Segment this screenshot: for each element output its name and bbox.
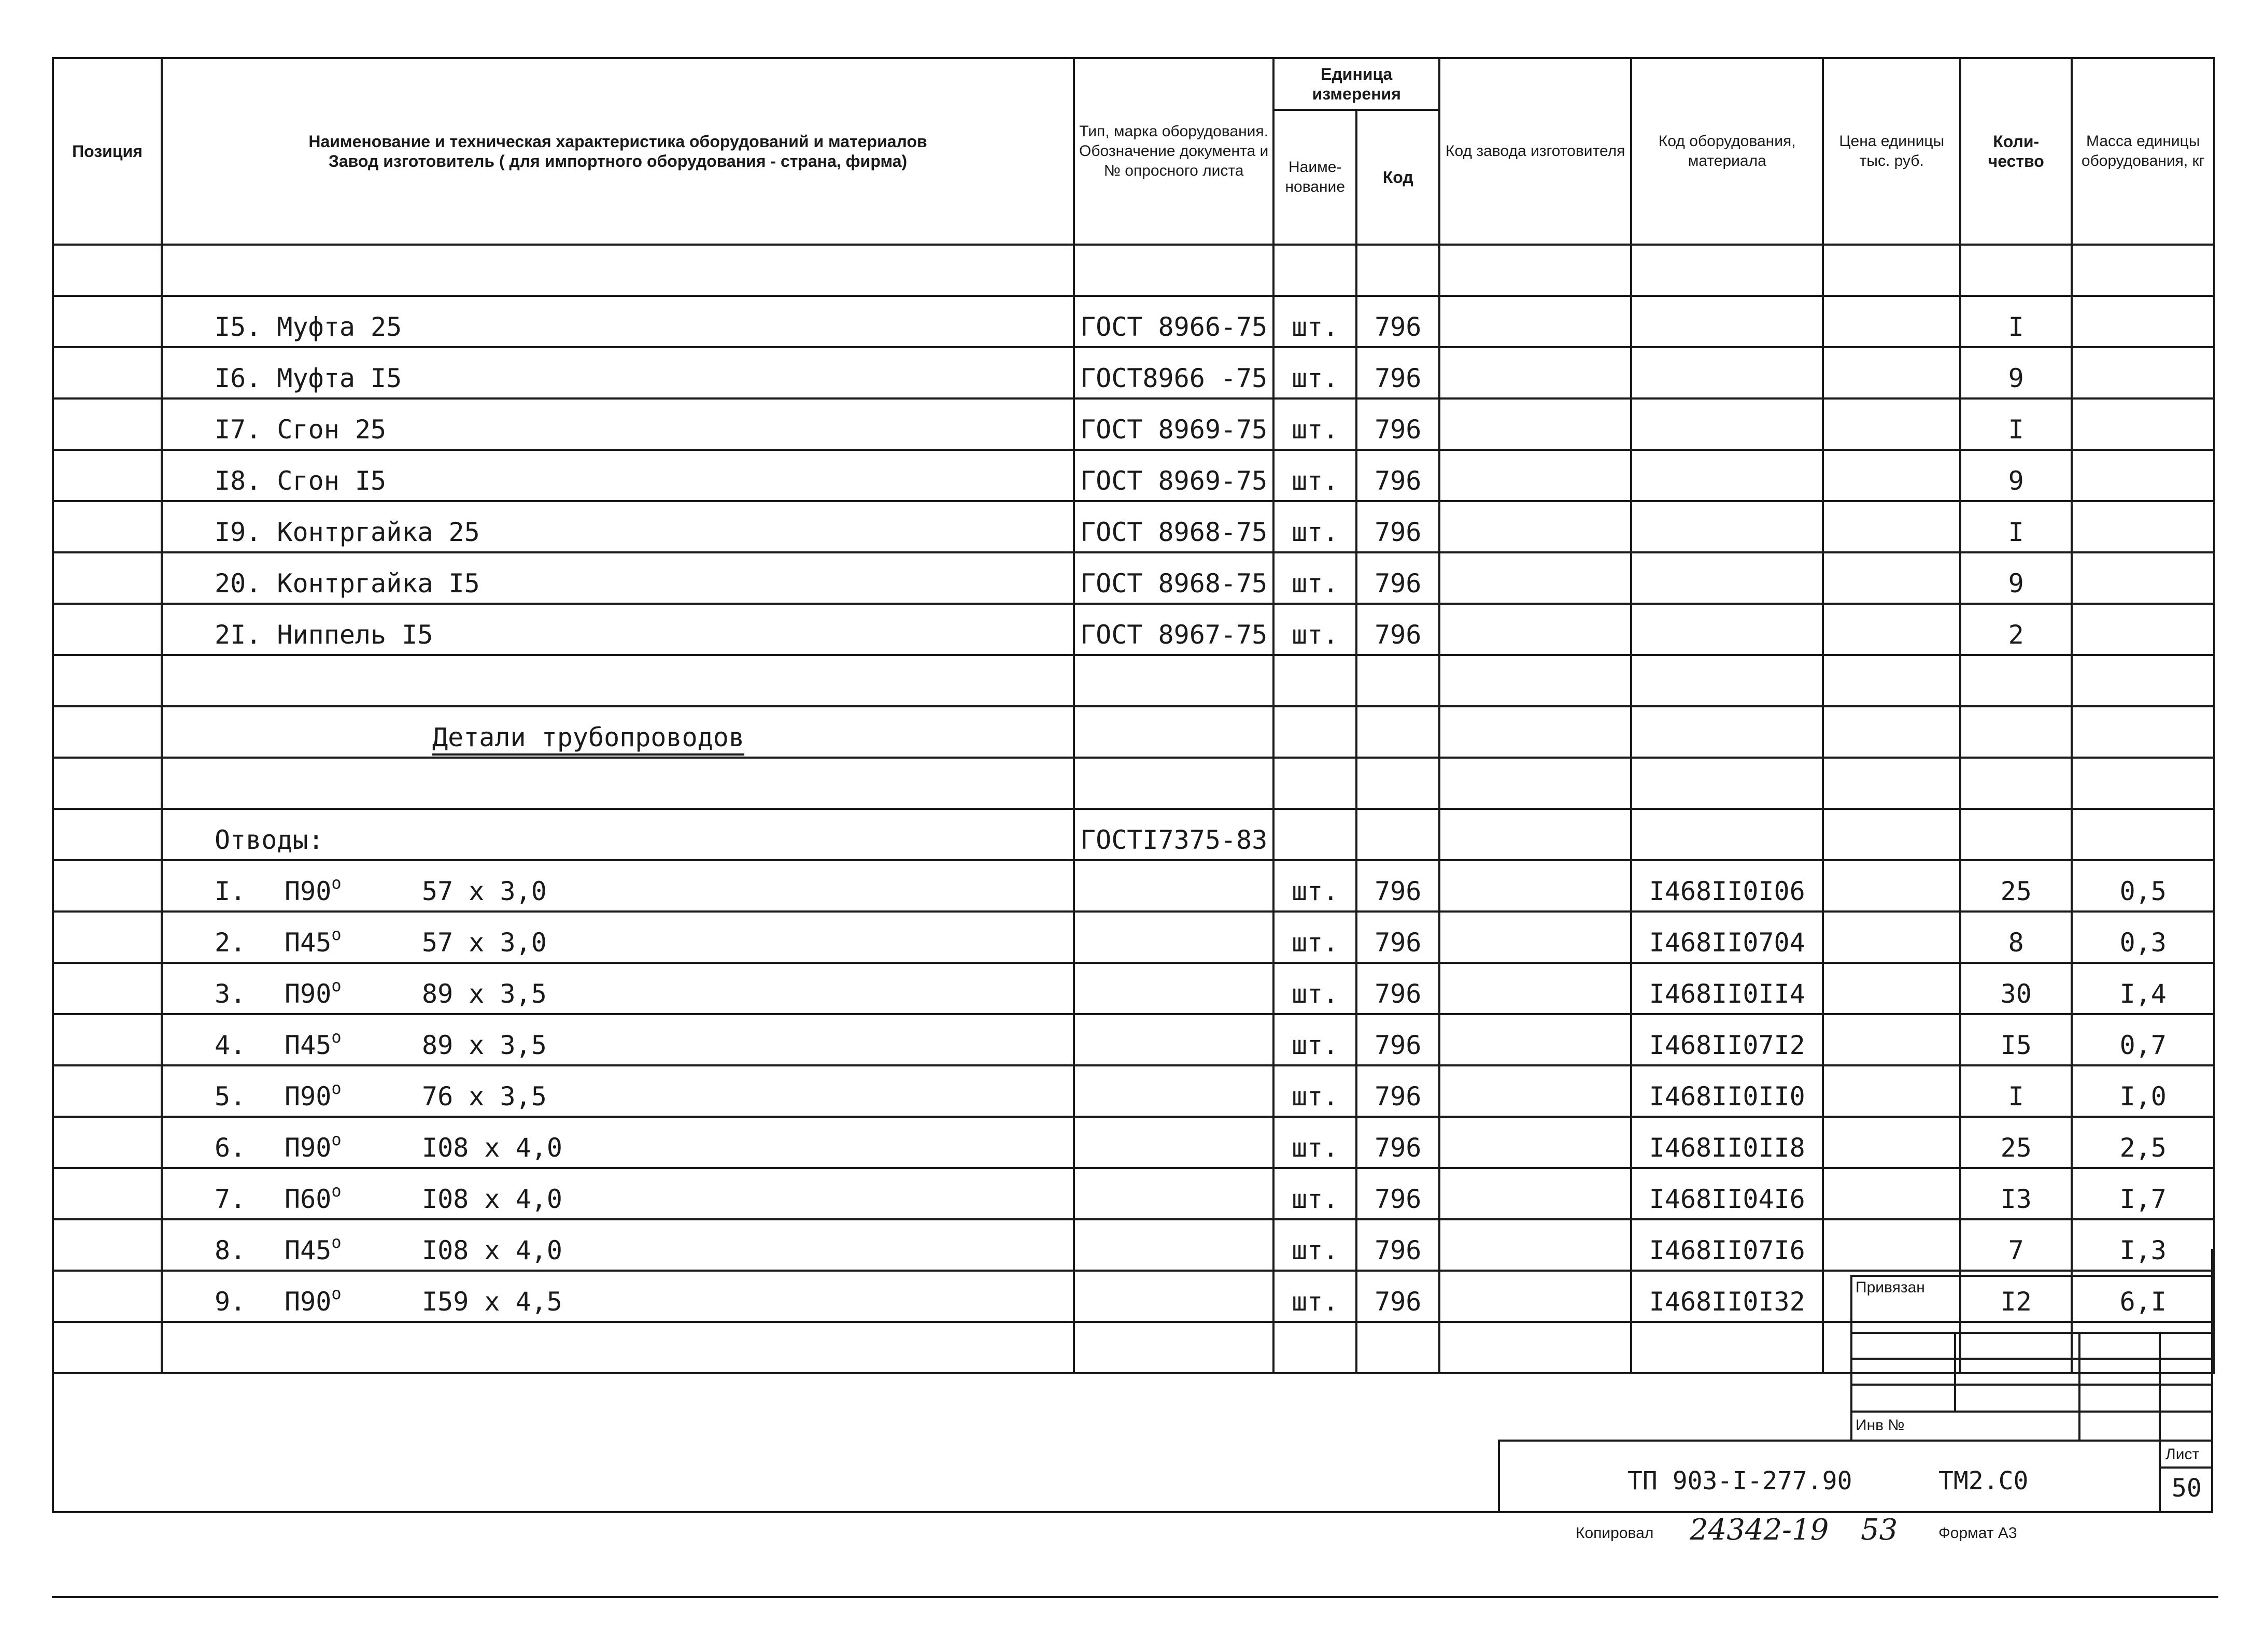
- item-size: 57 х 3,0: [422, 928, 547, 958]
- item-size: 57 х 3,0: [422, 876, 547, 906]
- item-type: ГОСТ 8966-75: [1074, 296, 1273, 347]
- col-header-unit-group: Единица измерения: [1273, 58, 1439, 110]
- item-name: I7. Сгон 25: [162, 398, 1074, 450]
- item-mass: I,3: [2072, 1219, 2214, 1271]
- item-equipment-code: I468II0II4: [1631, 963, 1823, 1014]
- item-equipment-code: I468II0I32: [1631, 1271, 1823, 1322]
- item-mass: I,0: [2072, 1065, 2214, 1117]
- item-unit: шт.: [1273, 604, 1356, 655]
- sheet-label: Лист: [2165, 1446, 2200, 1463]
- item-qty: 9: [1960, 450, 2072, 501]
- stamp-box-line: [2159, 1466, 2213, 1469]
- item-part: П90: [285, 979, 332, 1009]
- table-row: [53, 552, 2214, 604]
- item-qty: 7: [1960, 1219, 2072, 1271]
- item-unit: шт.: [1273, 1014, 1356, 1065]
- item-unit-code: 796: [1356, 1117, 1439, 1168]
- sheet-number: 50: [2172, 1474, 2202, 1503]
- item-num: 3.: [215, 979, 246, 1009]
- col-header-mass: Масса единицы оборудования, кг: [2072, 58, 2214, 245]
- stamp-box-line: [1498, 1440, 2213, 1442]
- table-row: [53, 398, 2214, 450]
- item-qty: 9: [1960, 347, 2072, 398]
- item-unit-code: 796: [1356, 912, 1439, 963]
- item-type: ГОСТ 8968-75: [1074, 501, 1273, 552]
- item-num: I.: [215, 876, 246, 906]
- item-equipment-code: I468II07I2: [1631, 1014, 1823, 1065]
- item-unit: шт.: [1273, 1168, 1356, 1219]
- item-unit: шт.: [1273, 450, 1356, 501]
- item-type: ГОСТ 8968-75: [1074, 552, 1273, 604]
- item-unit: шт.: [1273, 1065, 1356, 1117]
- table-row: [53, 604, 2214, 655]
- item-part: П90: [285, 1081, 332, 1112]
- col-header-name-line1: Наименование и техническая характеристика оборудований и материалов: [308, 132, 927, 151]
- item-qty: I: [1960, 296, 2072, 347]
- table-row: [53, 1168, 2214, 1219]
- col-header-equipment-code: Код оборудования, материала: [1631, 58, 1823, 245]
- title-block: [1498, 1275, 2213, 1513]
- item-unit: шт.: [1273, 501, 1356, 552]
- table-row: [53, 1117, 2214, 1168]
- item-name: I8. Сгон I5: [162, 450, 1074, 501]
- col-header-price: Цена единицы тыс. руб.: [1823, 58, 1960, 245]
- item-part: П45: [285, 1235, 332, 1265]
- copied-page: 53: [1861, 1513, 1898, 1547]
- item-unit-code: 796: [1356, 347, 1439, 398]
- item-unit-code: 796: [1356, 552, 1439, 604]
- degree-mark: о: [331, 1078, 342, 1098]
- item-name: I9. Контргайка 25: [162, 501, 1074, 552]
- table-row: [53, 963, 2214, 1014]
- item-equipment-code: I468II04I6: [1631, 1168, 1823, 1219]
- item-name: I5. Муфта 25: [162, 296, 1074, 347]
- item-unit-code: 796: [1356, 604, 1439, 655]
- stamp-grid-line: [1850, 1275, 2213, 1277]
- item-mass: 0,7: [2072, 1014, 2214, 1065]
- item-qty: I: [1960, 398, 2072, 450]
- item-unit-code: 796: [1356, 450, 1439, 501]
- item-unit: шт.: [1273, 860, 1356, 912]
- degree-mark: о: [331, 1181, 342, 1201]
- item-size: I59 х 4,5: [422, 1287, 562, 1317]
- col-header-name: [162, 58, 1074, 245]
- item-type: ГОСТ 8969-75: [1074, 450, 1273, 501]
- specification-table: [52, 57, 2215, 1374]
- blank-row: [53, 758, 2214, 809]
- item-unit: шт.: [1273, 1219, 1356, 1271]
- table-row: [53, 1065, 2214, 1117]
- item-unit: шт.: [1273, 1271, 1356, 1322]
- degree-mark: о: [331, 1232, 342, 1252]
- format-label: Формат А3: [1938, 1525, 2017, 1542]
- item-size: I08 х 4,0: [422, 1133, 562, 1163]
- table-row: [53, 912, 2214, 963]
- item-part: П60: [285, 1184, 332, 1214]
- item-equipment-code: I468II07I6: [1631, 1219, 1823, 1271]
- item-type: ГОСТ8966 -75: [1074, 347, 1273, 398]
- sheet-bottom-rule: [52, 1596, 2218, 1598]
- item-unit: шт.: [1273, 1117, 1356, 1168]
- col-header-unit-name: Наиме-нование: [1273, 110, 1356, 245]
- item-unit-code: 796: [1356, 860, 1439, 912]
- item-unit: шт.: [1273, 398, 1356, 450]
- item-qty: 30: [1960, 963, 2072, 1014]
- table-row: [53, 501, 2214, 552]
- item-num: 4.: [215, 1030, 246, 1060]
- item-mass: 0,3: [2072, 912, 2214, 963]
- item-qty: I3: [1960, 1168, 2072, 1219]
- item-qty: 8: [1960, 912, 2072, 963]
- item-unit: шт.: [1273, 552, 1356, 604]
- item-qty: 25: [1960, 1117, 2072, 1168]
- item-qty: 2: [1960, 604, 2072, 655]
- col-header-position: Позиция: [53, 58, 162, 245]
- item-num: 8.: [215, 1235, 246, 1265]
- section-heading-row: [53, 706, 2214, 758]
- section-heading: Детали трубопроводов: [432, 722, 745, 752]
- col-header-unit-code: Код: [1356, 110, 1439, 245]
- item-unit: шт.: [1273, 963, 1356, 1014]
- stamp-grid-line: [2159, 1332, 2161, 1441]
- item-mass: I,4: [2072, 963, 2214, 1014]
- item-mass: 6,I: [2072, 1271, 2214, 1322]
- item-unit: шт.: [1273, 912, 1356, 963]
- item-qty: 25: [1960, 860, 2072, 912]
- table-row: [53, 1219, 2214, 1271]
- item-mass: I,7: [2072, 1168, 2214, 1219]
- col-header-factory-code: Код завода изготовителя: [1439, 58, 1631, 245]
- item-part: П45: [285, 1030, 332, 1060]
- item-num: 6.: [215, 1133, 246, 1163]
- item-num: 5.: [215, 1081, 246, 1112]
- stamp-box-line: [1498, 1440, 1500, 1513]
- item-mass: 2,5: [2072, 1117, 2214, 1168]
- table-row: [53, 347, 2214, 398]
- copied-label: Копировал: [1576, 1525, 1654, 1542]
- degree-mark: о: [331, 1027, 342, 1047]
- degree-mark: о: [331, 1130, 342, 1149]
- degree-mark: о: [331, 924, 342, 944]
- item-name: I6. Муфта I5: [162, 347, 1074, 398]
- item-name: 2I. Ниппель I5: [162, 604, 1074, 655]
- item-size: I08 х 4,0: [422, 1235, 562, 1265]
- document-code: ТП 903-I-277.90: [1627, 1466, 1852, 1496]
- item-unit-code: 796: [1356, 296, 1439, 347]
- table-row: [53, 296, 2214, 347]
- degree-mark: о: [331, 1284, 342, 1303]
- item-unit-code: 796: [1356, 1168, 1439, 1219]
- item-num: 2.: [215, 928, 246, 958]
- item-qty: I: [1960, 501, 2072, 552]
- degree-mark: о: [331, 976, 342, 995]
- item-unit-code: 796: [1356, 1065, 1439, 1117]
- item-unit-code: 796: [1356, 1219, 1439, 1271]
- item-part: П90: [285, 1133, 332, 1163]
- stamp-grid-line: [2078, 1332, 2080, 1441]
- degree-mark: о: [331, 873, 342, 893]
- item-size: 89 х 3,5: [422, 979, 547, 1009]
- group-row: [53, 809, 2214, 860]
- item-unit-code: 796: [1356, 398, 1439, 450]
- item-type: ГОСТ 8967-75: [1074, 604, 1273, 655]
- document-mark: ТМ2.С0: [1938, 1466, 2029, 1496]
- item-unit-code: 796: [1356, 963, 1439, 1014]
- table-row: [53, 1014, 2214, 1065]
- item-qty: I2: [1960, 1271, 2072, 1322]
- stamp-grid-line: [1954, 1332, 1956, 1412]
- item-part: П90: [285, 1287, 332, 1317]
- item-part: П90: [285, 876, 332, 906]
- item-qty: I: [1960, 1065, 2072, 1117]
- table-row: [53, 860, 2214, 912]
- item-num: 9.: [215, 1287, 246, 1317]
- item-unit-code: 796: [1356, 1014, 1439, 1065]
- linked-label: Привязан: [1856, 1279, 1925, 1296]
- item-equipment-code: I468II0II0: [1631, 1065, 1823, 1117]
- blank-row: [53, 655, 2214, 706]
- col-header-type: Тип, марка оборудования. Обозначение документа и № опросного листа: [1074, 58, 1273, 245]
- item-equipment-code: I468II0I06: [1631, 860, 1823, 912]
- item-unit-code: 796: [1356, 1271, 1439, 1322]
- frame-left-line: [52, 1249, 54, 1513]
- col-header-quantity: Коли-чество: [1960, 58, 2072, 245]
- item-unit-code: 796: [1356, 501, 1439, 552]
- item-size: 89 х 3,5: [422, 1030, 547, 1060]
- item-unit: шт.: [1273, 296, 1356, 347]
- table-row: [53, 450, 2214, 501]
- item-name: 20. Контргайка I5: [162, 552, 1074, 604]
- copied-number: 24342-19: [1690, 1513, 1829, 1547]
- group-label: Отводы:: [162, 809, 1074, 860]
- col-header-name-line2: Завод изготовитель ( для импортного оборудования - страна, фирма): [328, 152, 908, 170]
- item-part: П45: [285, 928, 332, 958]
- item-qty: 9: [1960, 552, 2072, 604]
- item-mass: 0,5: [2072, 860, 2214, 912]
- item-type: ГОСТ 8969-75: [1074, 398, 1273, 450]
- inv-label: Инв №: [1856, 1417, 1905, 1434]
- item-size: 76 х 3,5: [422, 1081, 547, 1112]
- blank-row: [53, 245, 2214, 296]
- item-unit: шт.: [1273, 347, 1356, 398]
- group-type: ГОСТI7375-83: [1074, 809, 1273, 860]
- item-size: I08 х 4,0: [422, 1184, 562, 1214]
- item-qty: I5: [1960, 1014, 2072, 1065]
- stamp-box-line: [2159, 1440, 2161, 1513]
- item-equipment-code: I468II0704: [1631, 912, 1823, 963]
- item-num: 7.: [215, 1184, 246, 1214]
- item-equipment-code: I468II0II8: [1631, 1117, 1823, 1168]
